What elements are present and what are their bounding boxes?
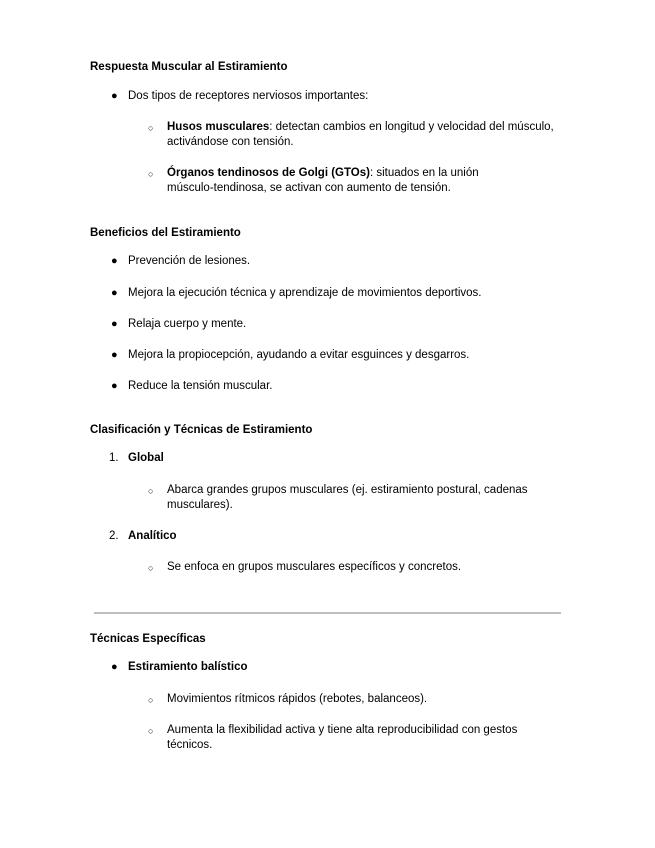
bullet-ring: ○ [148,726,154,736]
list-item-continuation: musculares). [167,499,233,511]
list-item: Se enfoca en grupos musculares específicos y concretos. [167,561,462,573]
bullet-ring: ○ [148,123,154,133]
list-item-continuation: técnicos. [167,739,213,751]
section-heading-respuesta: Respuesta Muscular al Estiramiento [90,61,288,73]
bullet-dot: ● [111,318,118,330]
bullet-dot: ● [111,349,118,361]
term: Órganos tendinosos de Golgi (GTOs) [167,167,370,179]
term: Husos musculares [167,121,270,133]
list-item: Estiramiento balístico [128,661,248,673]
bullet-dot: ● [111,287,118,299]
list-item: Global [128,452,164,464]
list-item: Aumenta la flexibilidad activa y tiene alta reproducibilidad con gestos [167,724,518,736]
bullet-dot: ● [111,380,118,392]
list-item-continuation: músculo-tendinosa, se activan con aumento de tensión. [167,182,451,194]
list-item: Relaja cuerpo y mente. [128,318,247,330]
list-item-continuation: activándose con tensión. [167,136,294,148]
horizontal-divider [94,612,561,614]
list-item [167,120,554,135]
list-number: 2. [109,530,119,542]
bullet-ring: ○ [148,563,154,573]
bullet-dot: ● [111,255,118,267]
list-item: Abarca grandes grupos musculares (ej. estiramiento postural, cadenas [167,484,528,496]
list-item: Reduce la tensión muscular. [128,380,273,392]
list-number: 1. [109,452,119,464]
bullet-dot: ● [111,661,118,673]
bullet-ring: ○ [148,169,154,179]
list-item: Movimientos rítmicos rápidos (rebotes, balanceos). [167,693,428,705]
bullet-dot: ● [111,90,118,102]
term-description: : situados en la unión [369,167,479,179]
bullet-ring: ○ [148,695,154,705]
list-item: Dos tipos de receptores nerviosos importantes: [128,90,369,102]
section-heading-beneficios: Beneficios del Estiramiento [90,227,241,239]
list-item [167,166,479,181]
list-item: Mejora la ejecución técnica y aprendizaje de movimientos deportivos. [128,287,482,299]
section-heading-tecnicas: Técnicas Específicas [90,633,206,645]
bullet-ring: ○ [148,486,154,496]
term-description: : detectan cambios en longitud y velocidad del músculo, [269,121,554,133]
section-heading-clasificacion: Clasificación y Técnicas de Estiramiento [90,424,313,436]
list-item: Analítico [128,530,177,542]
list-item: Mejora la propiocepción, ayudando a evitar esguinces y desgarros. [128,349,470,361]
list-item: Prevención de lesiones. [128,255,251,267]
